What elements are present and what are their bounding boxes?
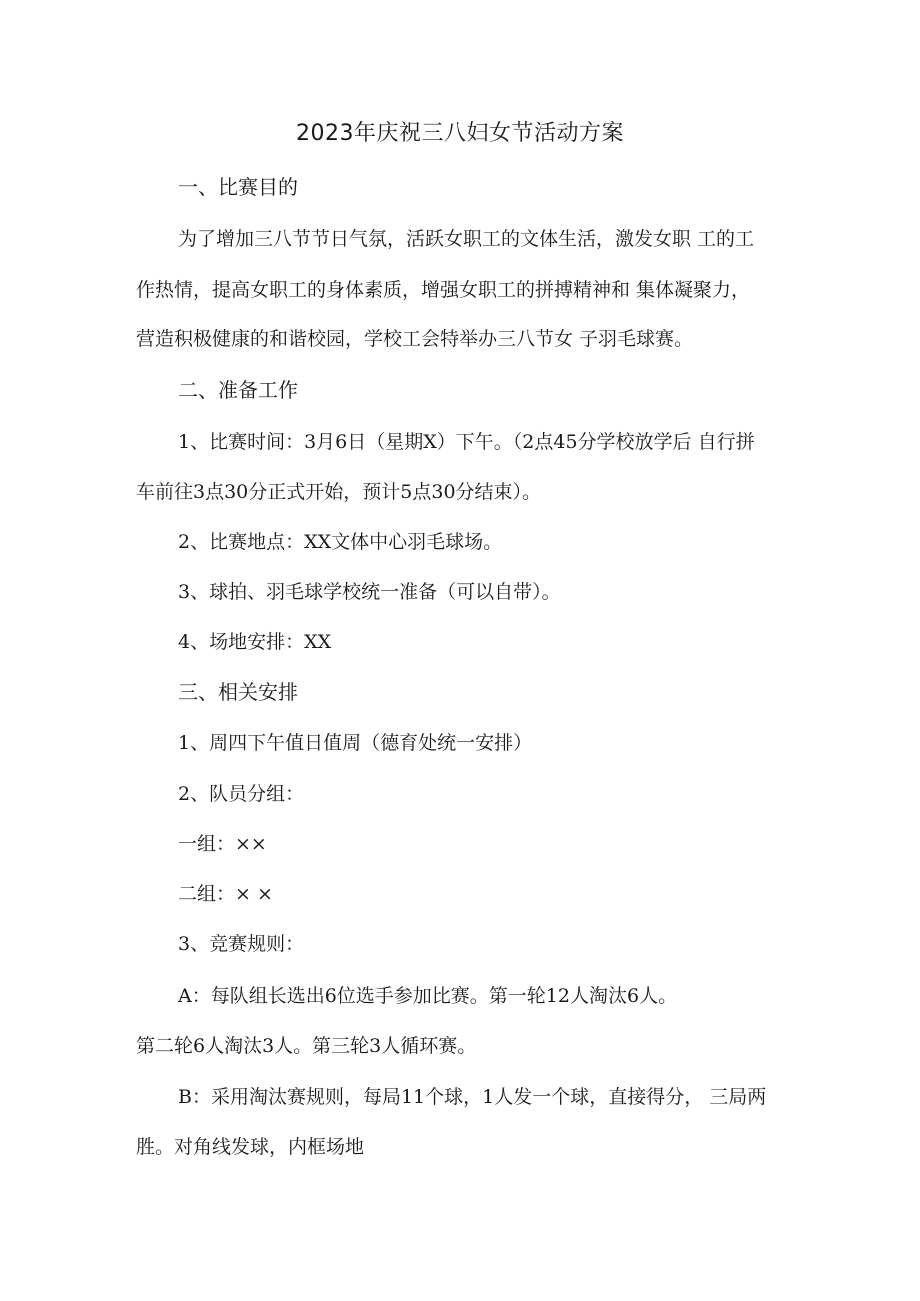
rule-line: 胜。对角线发球，内框场地 bbox=[136, 1136, 365, 1158]
rule-line: B：采用淘汰赛规则，每局11个球，1人发一个球，直接得分， 三局两 bbox=[178, 1086, 767, 1108]
list-item: 一组：×× bbox=[178, 833, 267, 855]
paragraph-line: 营造积极健康的和谐校园，学校工会特举办三八节女 子羽毛球赛。 bbox=[136, 328, 694, 350]
rule-line: A：每队组长选出6位选手参加比赛。第一轮12人淘汰6人。 bbox=[178, 985, 678, 1007]
list-item: 4、场地安排：XX bbox=[178, 631, 332, 653]
section-heading-preparation: 二、准备工作 bbox=[178, 378, 298, 402]
list-item: 3、竞赛规则： bbox=[178, 933, 305, 955]
list-item: 1、周四下午值日值周（德育处统一安排） bbox=[178, 732, 533, 754]
paragraph-line: 为了增加三八节节日气氛，活跃女职工的文体生活，激发女职 工的工 bbox=[178, 228, 755, 250]
document-title: 2023年庆祝三八妇女节活动方案 bbox=[296, 121, 624, 146]
list-item: 2、队员分组： bbox=[178, 783, 305, 805]
list-item: 2、比赛地点：XX文体中心羽毛球场。 bbox=[178, 531, 503, 553]
list-item: 二组：× × bbox=[178, 883, 273, 905]
list-item: 车前往3点30分正式开始，预计5点30分结束）。 bbox=[136, 481, 542, 503]
section-heading-purpose: 一、比赛目的 bbox=[178, 175, 298, 199]
section-heading-arrangements: 三、相关安排 bbox=[178, 680, 298, 704]
list-item: 1、比赛时间：3月6日（星期X）下午。（2点45分学校放学后 自行拼 bbox=[178, 431, 755, 453]
rule-line: 第二轮6人淘汰3人。第三轮3人循环赛。 bbox=[136, 1035, 477, 1057]
list-item: 3、球拍、羽毛球学校统一准备（可以自带）。 bbox=[178, 581, 561, 603]
paragraph-line: 作热情，提高女职工的身体素质，增强女职工的拼搏精神和 集体凝聚力， bbox=[136, 279, 751, 301]
